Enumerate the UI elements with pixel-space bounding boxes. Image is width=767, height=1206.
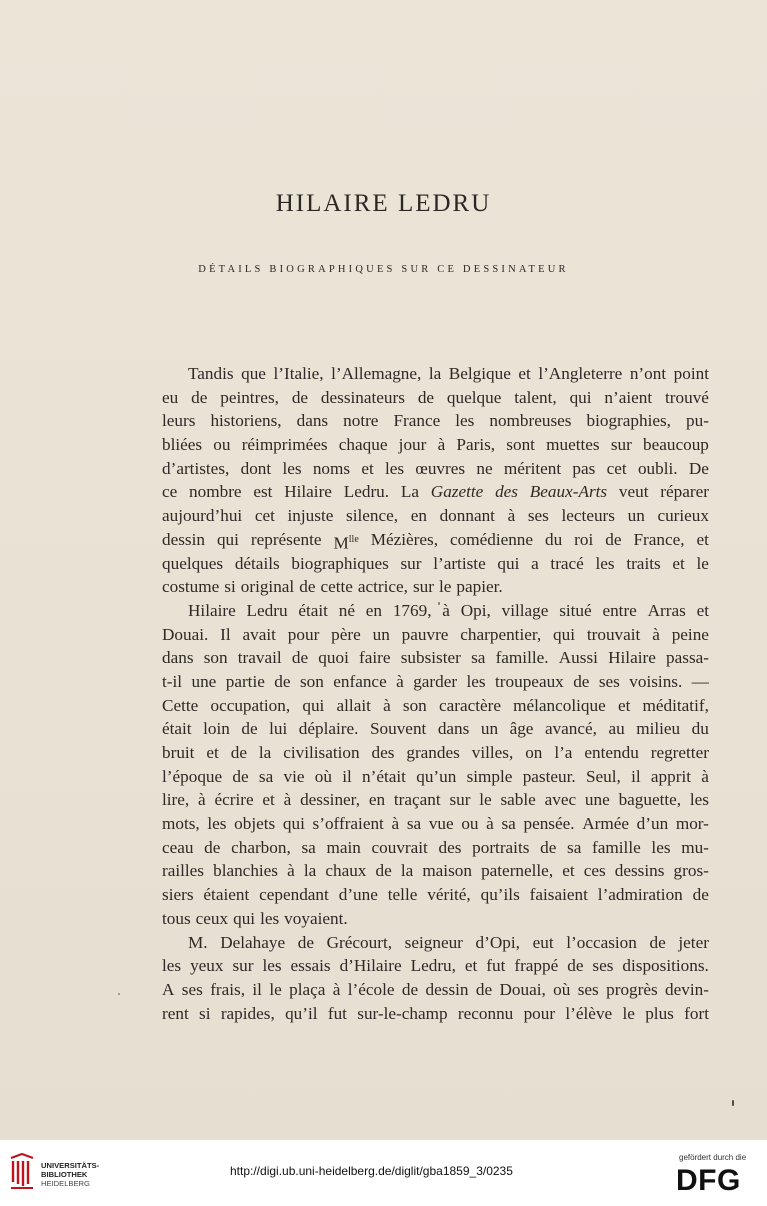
- text-line: dessin qui représente $M^{lle}$ Mézières, comédienne du roi de France, et: [162, 529, 709, 553]
- text-line: eu de peintres, de dessinateurs de quelque talent, qui n’aient trouvé: [162, 387, 709, 407]
- permalink-url[interactable]: http://digi.ub.uni-heidelberg.de/diglit/gba1859_3/0235: [230, 1164, 513, 1178]
- text-line: bliées ou réimprimées chaque jour à Paris, sont muettes sur beaucoup: [162, 435, 709, 455]
- library-name-line2: BIBLIOTHEK: [41, 1170, 88, 1179]
- text-line: mots, les objets qui s’offraient à sa vue ou à sa pensée. Armée d’un mor-: [162, 814, 709, 834]
- library-name-line1: UNIVERSITÄTS-: [41, 1161, 100, 1170]
- text-line: ce nombre est Hilaire Ledru. La Gazette des Beaux-Arts veut réparer: [162, 482, 709, 502]
- text-line: siers étaient cependant d’une telle vérité, qu’ils faisaient l’admiration de: [162, 885, 709, 905]
- text-line: d’artistes, dont les noms et les œuvres ne méritent pas cet oubli. De: [162, 458, 709, 478]
- text-line: Douai. Il avait pour père un pauvre charpentier, qui trouvait à peine: [162, 624, 709, 644]
- text-line: railles blanchies à la chaux de la maison paternelle, et ces dessins gros-: [162, 861, 709, 881]
- text-line: costume si original de cette actrice, sur le papier.: [162, 577, 503, 597]
- text-line: t-il une partie de son enfance à garder les troupeaux de ses voisins. —: [162, 671, 709, 691]
- text-line: tous ceux qui les voyaient.: [162, 908, 348, 928]
- text-line: quelques détails biographiques sur l’artiste qui a tracé les traits et le: [162, 553, 709, 573]
- text-line: les yeux sur les essais d’Hilaire Ledru, et fut frappé de ses dispositions.: [162, 956, 709, 976]
- text-line: aujourd’hui cet injuste silence, en donnant à ses lecteurs un curieux: [162, 506, 709, 526]
- text-line: dans son travail de quoi faire subsister sa famille. Aussi Hilaire passa-: [162, 648, 709, 668]
- ink-speck: [732, 1100, 734, 1106]
- ink-speck: [118, 993, 120, 995]
- text-line: M. Delahaye de Grécourt, seigneur d’Opi, eut l’occasion de jeter: [188, 932, 709, 952]
- text-line: était loin de lui déplaire. Souvent dans un âge avancé, au milieu du: [162, 719, 709, 739]
- text-line: Hilaire Ledru était né en 1769, à Opi, village situé entre Arras et: [188, 600, 709, 620]
- text-line: Tandis que l’Italie, l’Allemagne, la Belgique et l’Angleterre n’ont point: [188, 364, 709, 383]
- text-line: A ses frais, il le plaça à l’école de dessin de Douai, où ses progrès devin-: [162, 979, 709, 999]
- library-name: [41, 1161, 99, 1188]
- text-line: Cette occupation, qui allait à son caractère mélancolique et méditatif,: [162, 695, 709, 715]
- text-line: bruit et de la civilisation des grandes villes, on l’a entendu regretter: [162, 743, 709, 762]
- text-line: leurs historiens, dans notre France les nombreuses biographies, pu-: [162, 411, 709, 431]
- text-line: l’époque de sa vie où il n’était qu’un simple pasteur. Seul, il apprit à: [162, 766, 709, 786]
- text-line: ceau de charbon, sa main couvrait des portraits de sa famille les mu-: [162, 837, 709, 857]
- page-subtitle: DÉTAILS BIOGRAPHIQUES SUR CE DESSINATEUR: [198, 264, 569, 275]
- article-body: [162, 362, 709, 1025]
- dfg-logo: DFG: [676, 1164, 741, 1197]
- text-line: lire, à écrire et à dessiner, en traçant sur le sable avec une baguette, les: [162, 790, 709, 810]
- library-name-line3: HEIDELBERG: [41, 1179, 90, 1188]
- page-title: HILAIRE LEDRU: [275, 190, 492, 217]
- university-library-logo-icon: [8, 1152, 36, 1192]
- funding-label: gefördert durch die: [679, 1153, 747, 1162]
- text-line: rent si rapides, qu’il fut sur-le-champ reconnu pour l’élève le plus fort: [162, 1003, 709, 1023]
- ink-speck: [438, 602, 440, 605]
